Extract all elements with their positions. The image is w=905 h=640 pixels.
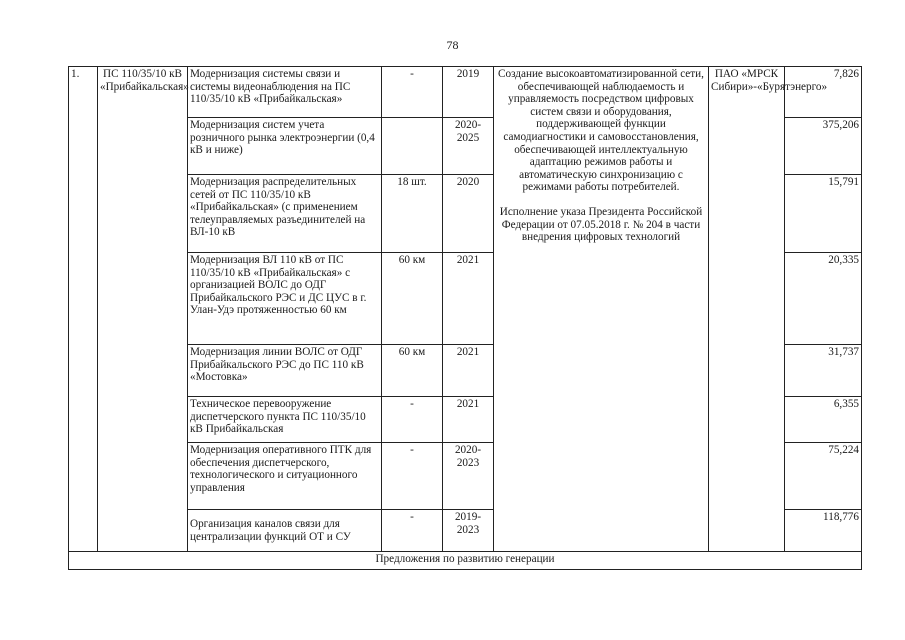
measure-name: Модернизация оперативного ПТК для обеспечения диспетчерского, технологического и ситуационного управления [188,443,382,510]
measure-name: Техническое перевооружение диспетчерского пункта ПС 110/35/10 кВ Прибайкальская [188,397,382,443]
measure-qty: 60 км [382,345,443,397]
measure-value: 6,355 [785,397,862,443]
measures-table [68,66,862,570]
measure-year: 2021 [443,253,494,345]
page-number: 78 [446,38,459,52]
measure-name: Модернизация распределительных сетей от ПС 110/35/10 кВ «Прибайкальская» (с применением телеуправляемых разъединителей на ВЛ-10 кВ [188,175,382,253]
measure-year: 2020-2023 [443,443,494,510]
measure-year: 2020-2025 [443,118,494,175]
goal-text-decree: Исполнение указа Президента Российской Федерации от 07.05.2018 г. № 204 в части внедрения цифровых технологий [499,205,703,244]
organization: ПАО «МРСК Сибири»-«Бурятэнерго» [709,67,785,552]
measure-name: Модернизация линии ВОЛС от ОДГ Прибайкальского РЭС до ПС 110 кВ «Мостовка» [188,345,382,397]
measure-value: 118,776 [785,510,862,552]
measure-value: 75,224 [785,443,862,510]
measure-year: 2021 [443,397,494,443]
row-number: 1. [69,67,98,552]
measure-name: Модернизация системы связи и системы видеонаблюдения на ПС 110/35/10 кВ «Прибайкальская» [188,67,382,118]
measure-qty: - [382,397,443,443]
measure-qty [382,118,443,175]
measure-name: Модернизация ВЛ 110 кВ от ПС 110/35/10 кВ «Прибайкальская» с организацией ВОЛС до ОДГ Прибайкальского РЭС и ДС ЦУС в г. Улан-Удэ протяженностью 60 км [188,253,382,345]
measure-qty: - [382,67,443,118]
measure-year: 2019-2023 [443,510,494,552]
measure-value: 375,206 [785,118,862,175]
section-footer: Предложения по развитию генерации [69,552,862,570]
measure-value: 7,826 [785,67,862,118]
measure-name: Организация каналов связи для централизации функций ОТ и СУ [188,510,382,552]
measure-name: Модернизация систем учета розничного рынка электроэнергии (0,4 кВ и ниже) [188,118,382,175]
goal-cell [494,67,709,552]
measure-qty: - [382,510,443,552]
section-footer-row [69,552,862,570]
measure-qty: 18 шт. [382,175,443,253]
measure-value: 20,335 [785,253,862,345]
measure-value: 15,791 [785,175,862,253]
measure-qty: - [382,443,443,510]
measure-year: 2021 [443,345,494,397]
object-name: ПС 110/35/10 кВ «Прибайкальская» [98,67,188,552]
goal-text: Создание высокоавтоматизированной сети, обеспечивающей наблюдаемость и управляемость посредством цифровых систем связи и оборудования, поддерживающей функции самодиагностики и самовосстановления, обеспечивающей интеллектуальную адаптацию режимов работы и автоматическую синхронизацию с режимами работы потребителей. [498,68,704,194]
measure-year: 2020 [443,175,494,253]
table-row [69,67,862,118]
measure-qty: 60 км [382,253,443,345]
measure-year: 2019 [443,67,494,118]
measure-value: 31,737 [785,345,862,397]
